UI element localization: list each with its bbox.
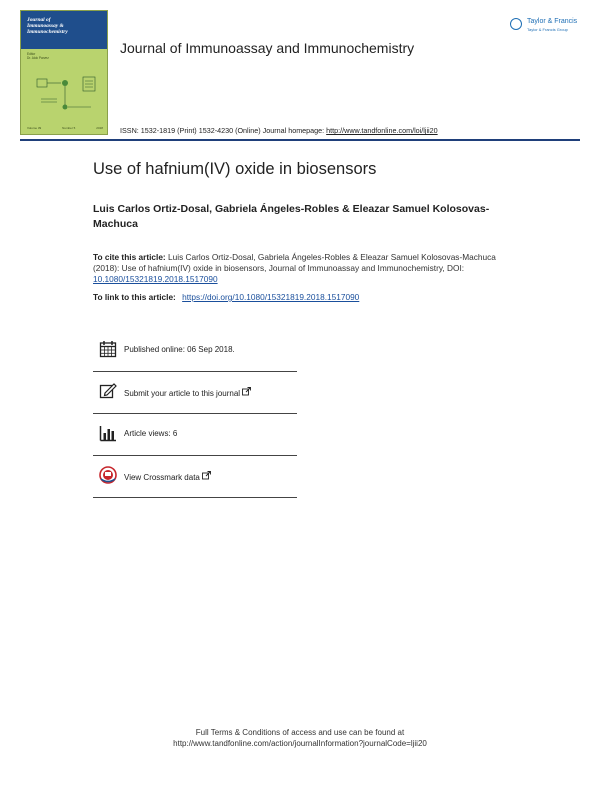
cover-figure — [35, 73, 99, 117]
footer — [100, 727, 500, 749]
cover-footer — [27, 126, 103, 130]
footer-terms-line: Full Terms & Conditions of access and use can be found at — [195, 728, 405, 737]
cover-editor — [27, 52, 49, 60]
info-row-published — [93, 330, 297, 372]
article-title: Use of hafnium(IV) oxide in biosensors — [93, 160, 377, 178]
info-row-crossmark[interactable] — [93, 456, 297, 498]
article-link-line — [93, 292, 359, 302]
citation-label: To cite this article: — [93, 252, 166, 262]
edit-icon — [99, 382, 117, 400]
journal-homepage-link[interactable]: http://www.tandfonline.com/loi/ljii20 — [326, 126, 438, 135]
citation-block — [93, 252, 503, 286]
cover-volume: Volume 39 — [27, 126, 42, 130]
article-link-label: To link to this article: — [93, 292, 176, 302]
submit-article-text: Submit your article to this journal — [124, 389, 241, 398]
doi-link[interactable]: 10.1080/15321819.2018.1517090 — [93, 274, 218, 285]
bar-chart-icon — [99, 424, 117, 442]
cover-editor-label: Editor — [27, 52, 36, 56]
footer-terms-url[interactable]: http://www.tandfonline.com/action/journalInformation?journalCode=ljii20 — [173, 739, 427, 748]
cover-title-line-2: Immunoassay & — [27, 23, 64, 30]
published-date-text: Published online: 06 Sep 2018. — [124, 345, 235, 354]
cover-title — [27, 17, 104, 36]
article-link[interactable]: https://doi.org/10.1080/15321819.2018.1517090 — [182, 292, 360, 302]
article-info-list — [93, 330, 297, 498]
external-link-icon — [202, 471, 211, 480]
cover-editor-name: Dr. Alok Parvez — [27, 56, 49, 60]
journal-title: Journal of Immunoassay and Immunochemistry — [120, 40, 415, 56]
publisher-tagline: Taylor & Francis Group — [527, 27, 568, 32]
publisher-logo-icon — [510, 18, 522, 30]
cover-title-line-1: Journal of — [27, 17, 51, 23]
article-authors: Luis Carlos Ortiz-Dosal, Gabriela Ángeles-Robles & Eleazar Samuel Kolosovas-Machuca — [93, 203, 490, 230]
issn-text: ISSN: 1532-1819 (Print) 1532-4230 (Online) Journal homepage: — [120, 126, 327, 135]
citation-text: Luis Carlos Ortiz-Dosal, Gabriela Ángeles-Robles & Eleazar Samuel Kolosovas-Machuca (2018): Use of hafnium(IV) oxide in biosensors, Journal of Immunoassay and Immunochemistry, DOI: — [93, 252, 496, 274]
info-row-submit[interactable] — [93, 372, 297, 414]
article-views-text: Article views: 6 — [124, 429, 178, 438]
submit-article-link[interactable] — [124, 387, 251, 398]
cover-year: 2018 — [96, 126, 103, 130]
crossmark-icon — [99, 466, 117, 484]
journal-cover — [20, 10, 108, 135]
crossmark-text: View Crossmark data — [124, 473, 200, 482]
cover-number: Number 5 — [62, 126, 76, 130]
issn-line — [120, 126, 438, 135]
header-divider — [20, 139, 580, 141]
publisher-name: Taylor & Francis — [527, 18, 578, 25]
info-row-views — [93, 414, 297, 456]
calendar-icon — [99, 340, 117, 358]
external-link-icon — [242, 387, 251, 396]
cover-title-line-3: Immunochemistry — [27, 29, 68, 36]
crossmark-link[interactable] — [124, 471, 211, 482]
publisher-logo — [510, 17, 590, 37]
